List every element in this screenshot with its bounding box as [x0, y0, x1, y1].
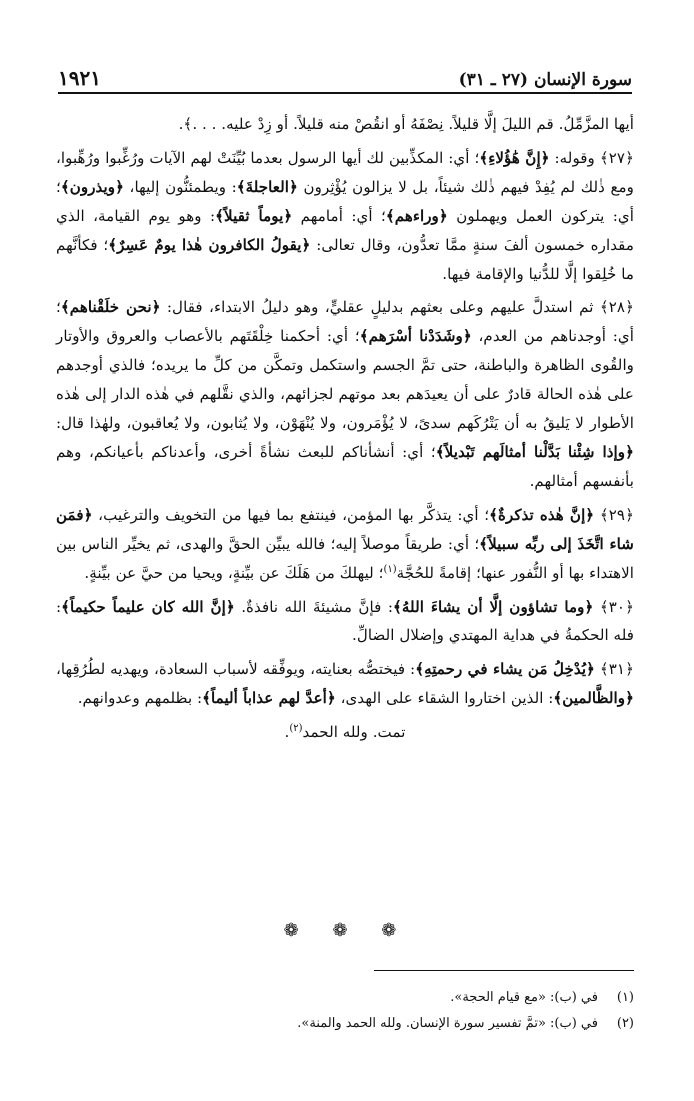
commentary-run: : وهو يوم القيامة، الذي مقداره خمسون ألفَ سنةٍ ممَّا تعدُّون، وقال تعالى: — [56, 206, 634, 254]
commentary-run: ؛ أي: المكذِّبين لك أيها الرسول بعدما بُيِّنَتْ لهم الآيات ورُغِّبوا ورُهِّبوا، ومع ذٰلك لم يُفِدْ فيهم ذٰلك شيئاً، بل لا يزالون يُؤْثِرون — [56, 148, 634, 196]
footnote-mark: (١) — [383, 563, 397, 575]
footnotes — [56, 985, 634, 1037]
quran-quote: ﴿يقولُ الكافرون هٰذا يومٌ عَسِرٌ﴾ — [108, 235, 311, 254]
commentary-run: : ويطمئنُّون إليها، — [123, 177, 237, 196]
quran-quote: ﴿ويذرون﴾ — [60, 177, 124, 196]
commentary-run: : بظلمهم وعدوانهم. — [77, 689, 203, 708]
closing-end: . — [284, 723, 290, 742]
closing-line — [56, 718, 634, 747]
paragraph — [56, 593, 634, 651]
quran-quote: ﴿وإذا شِئْنا بَدَّلْنا أمثالَهم تَبْديلاً﴾ — [435, 442, 634, 461]
footnote-mark: (٢) — [289, 723, 303, 735]
running-header — [58, 58, 632, 90]
commentary-text — [56, 110, 634, 752]
quran-quote: ﴿العاجلةَ﴾ — [236, 177, 298, 196]
quran-quote: ﴿وشَدَدْنا أسْرَهم﴾ — [359, 327, 472, 346]
quran-quote: ﴿نحن خلَقْناهم﴾ — [60, 298, 161, 317]
commentary-run: ؛ ليهلكَ من هَلَكَ عن بيِّنةٍ، ويحيا من حيَّ عن بيِّنةٍ. — [84, 563, 384, 582]
quran-quote: ﴿وما تشاؤون إلَّا أن يشاءَ اللهُ﴾ — [393, 597, 594, 616]
commentary-run: : الذين اختاروا الشقاء على الهدى، — [335, 689, 554, 708]
paragraph — [56, 110, 634, 139]
quran-quote: ﴿يُدْخِلُ مَن يشاء في رحمتِهِ﴾ — [415, 660, 595, 679]
commentary-run: أيها المزَّمِّلُ. قم الليلَ إلَّا قليلاً. نِصْفَهُ أو انقُصْ منه قليلاً. أو زِدْ عليه. . . .﴾. — [178, 115, 634, 133]
surah-title: سورة الإنسان (٢٧ ـ ٣١) — [458, 70, 632, 90]
commentary-run: ﴿٣٠﴾ — [593, 597, 634, 616]
commentary-run: ؛ أي: يتركون العمل ويهملون — [56, 177, 635, 225]
footnote-text: في (ب): «تمَّ تفسير سورة الإنسان. ولله الحمد والمنة». — [297, 1016, 598, 1031]
footnote-text: في (ب): «مع قيام الحجة». — [450, 990, 598, 1005]
quran-quote: ﴿فمَن شاء اتَّخَذَ إلى ربِّه سبيلاً﴾ — [56, 505, 634, 553]
commentary-run: : فيختصُّه بعنايته، ويوفِّقه لأسباب السعادة، ويهديه لطُرُقِها، — [56, 660, 416, 679]
commentary-run: ﴿٢٨﴾ ثم استدلَّ عليهم وعلى بعثهم بدليلٍ عقليٍّ، وهو دليلُ الابتداء، فقال: — [160, 298, 634, 317]
page-number: ١٩٢١ — [58, 66, 101, 90]
commentary-run: ؛ أي: أوجدناهم من العدم، — [56, 298, 634, 346]
section-end-ornament: ❁ ❁ ❁ — [283, 920, 411, 941]
commentary-run: : فإنَّ مشيئةَ الله نافذةٌ. — [234, 597, 393, 616]
header-divider — [58, 92, 632, 94]
paragraph — [56, 144, 634, 289]
closing-text: تمت. ولله الحمد — [302, 723, 406, 742]
footnote-number: (٢) — [616, 1016, 634, 1031]
commentary-run: ؛ أي: أحكمنا خِلْقَتَهم بالأعصاب والعروق والأوتار والقُوى الظاهرة والباطنة، حتى تمَّ الجسم واستكمل وتمكَّن من كلِّ ما يريده؛ فالذي أوجدهم على هٰذه الحالة قادرٌ على أن يعيدَهم بعد موتهم لجزائهم، والذي نقَّلهم في هٰذه الدار إلى هٰذه الأطوار لا يَليقُ به أن يَتْرُكَهم سدىً، لا يُؤْمَرون، ولا يُنْهَوْن، ولا يُثابون، ولا يُعاقبون، ولهٰذا قال: — [56, 327, 634, 433]
commentary-run: ؛ فكأنَّهم ما خُلِقوا إلَّا للدُّنيا والإقامة فيها. — [56, 235, 634, 283]
commentary-run: ﴿٢٧﴾ وقوله: — [549, 148, 634, 167]
quran-quote: ﴿وراءهم﴾ — [385, 206, 448, 225]
commentary-run: ؛ أي: يتذكَّر بها المؤمن، فينتفع بما فيها من التخويف والترغيب، — [92, 505, 490, 524]
quran-quote: ﴿والظَّالمين﴾ — [553, 689, 634, 708]
footnote-number: (١) — [616, 990, 634, 1005]
paragraph — [56, 501, 634, 588]
quran-quote: ﴿إنَّ الله كان عليماً حكيماً﴾ — [61, 597, 235, 616]
commentary-run: ؛ أي: أمامهم — [292, 206, 386, 225]
quran-quote: ﴿يوماً ثقيلاً﴾ — [215, 206, 293, 225]
commentary-run: ﴿٣١﴾ — [594, 660, 634, 679]
quran-quote: ﴿إِنَّ هَٰؤُلاءِ﴾ — [479, 148, 550, 167]
commentary-run: ؛ أي: أنشأناكم للبعث نشأةً أخرى، وأعدناكم بأعيانكم، وهم بأنفسهم أمثالهم. — [56, 442, 634, 490]
quran-quote: ﴿أعدَّ لهم عذاباً أليماً﴾ — [202, 689, 336, 708]
footnote — [56, 1011, 634, 1037]
quran-quote: ﴿إنَّ هٰذه تذكرةٌ﴾ — [489, 505, 595, 524]
commentary-run: ﴿٢٩﴾ — [594, 505, 634, 524]
paragraph — [56, 655, 634, 713]
commentary-run: ؛ أي: طريقاً موصلاً إليه؛ فالله يبيِّن الحقَّ والهدى، ثم يخيِّر الناس بين الاهتداء بها أو النُّفور عنها؛ إقامةً للحُجَّة — [56, 534, 634, 582]
footnote — [56, 985, 634, 1011]
footnote-divider — [374, 970, 634, 971]
paragraph — [56, 293, 634, 495]
commentary-run: : فله الحكمةُ في هداية المهتدي وإضلال الضالِّ. — [56, 597, 634, 645]
